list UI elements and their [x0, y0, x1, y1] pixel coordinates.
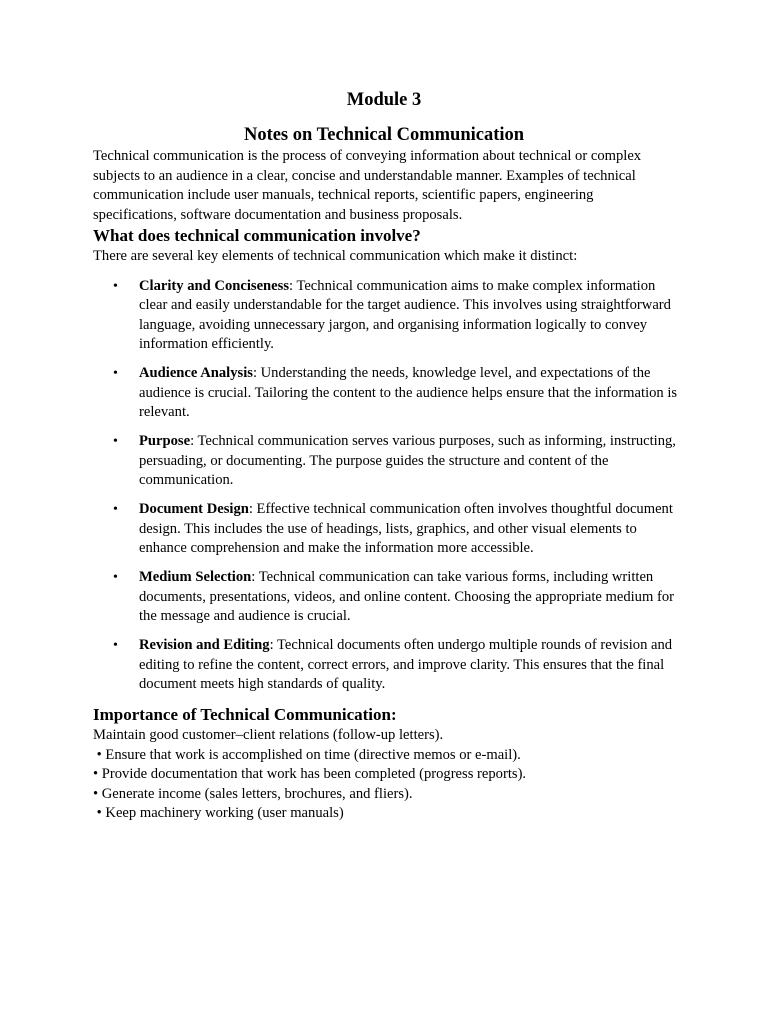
list-item-text: : Technical documents often undergo multiple rounds of revision and editing to refine the content, correct errors, and improve clarity. This ensures that the final document meets high standards of quality. — [139, 637, 673, 692]
list-item-term: Document Design — [139, 501, 249, 517]
importance-line: • Ensure that work is accomplished on time (directive memos or e-mail). — [93, 746, 521, 763]
bullet-icon: • — [113, 638, 118, 653]
key-elements-list — [93, 277, 678, 695]
importance-line: • Keep machinery working (user manuals) — [93, 805, 344, 821]
list-item — [93, 500, 678, 559]
list-item-term: Purpose — [139, 433, 191, 449]
list-item — [93, 432, 678, 491]
bullet-icon: • — [113, 570, 118, 585]
list-item-text: : Effective technical communication often involves thoughtful document design. This includes the use of headings, lists, graphics, and other visual elements to enhance comprehension and make the information more accessible. — [139, 501, 673, 556]
list-item-term: Audience Analysis — [139, 365, 253, 381]
list-item-term: Medium Selection — [139, 569, 252, 585]
section-lead-paragraph: There are several key elements of technical communication which make it distinct: — [93, 248, 578, 264]
page-title: Notes on Technical Communication — [243, 125, 525, 145]
list-item-text: : Understanding the needs, knowledge level, and expectations of the audience is crucial. Tailoring the content to the audience helps ensure that the information is relevant. — [139, 365, 678, 420]
section-heading-involve: What does technical communication involve? — [93, 226, 421, 245]
section-heading-importance: Importance of Technical Communication: — [93, 705, 397, 724]
list-item-text: : Technical communication can take various forms, including written documents, presentations, videos, and online content. Choosing the appropriate medium for the message and audience is crucial. — [139, 569, 674, 624]
importance-line: Maintain good customer–client relations (follow-up letters). — [93, 727, 444, 743]
list-item-term: Revision and Editing — [139, 637, 270, 653]
document-page — [93, 88, 678, 824]
module-heading: Module 3 — [346, 90, 422, 110]
list-item-text: : Technical communication aims to make complex information clear and easily understandable for the target audience. This involves using straightforward language, avoiding unnecessary jargon, and organising information logically to convey information efficiently. — [139, 277, 671, 352]
list-item-text: : Technical communication serves various purposes, such as informing, instructing, persuading, or documenting. The purpose guides the structure and content of the communication. — [139, 433, 676, 488]
list-item — [93, 277, 678, 355]
bullet-icon: • — [113, 366, 118, 381]
importance-line: • Provide documentation that work has been completed (progress reports). — [93, 766, 527, 782]
bullet-icon: • — [113, 434, 118, 449]
list-item — [93, 568, 678, 627]
bullet-icon: • — [113, 502, 118, 517]
bullet-icon: • — [113, 278, 118, 294]
importance-line: • Generate income (sales letters, brochures, and fliers). — [93, 785, 413, 802]
list-item — [93, 364, 678, 423]
list-item — [93, 636, 678, 695]
list-item-term: Clarity and Conciseness — [139, 277, 289, 294]
intro-paragraph: Technical communication is the process of conveying information about technical or complex subjects to an audience in a clear, concise and understandable manner. Examples of technical communication include user manuals, technical reports, scientific papers, engineering specifications, software documentation and business proposals. — [93, 148, 642, 223]
